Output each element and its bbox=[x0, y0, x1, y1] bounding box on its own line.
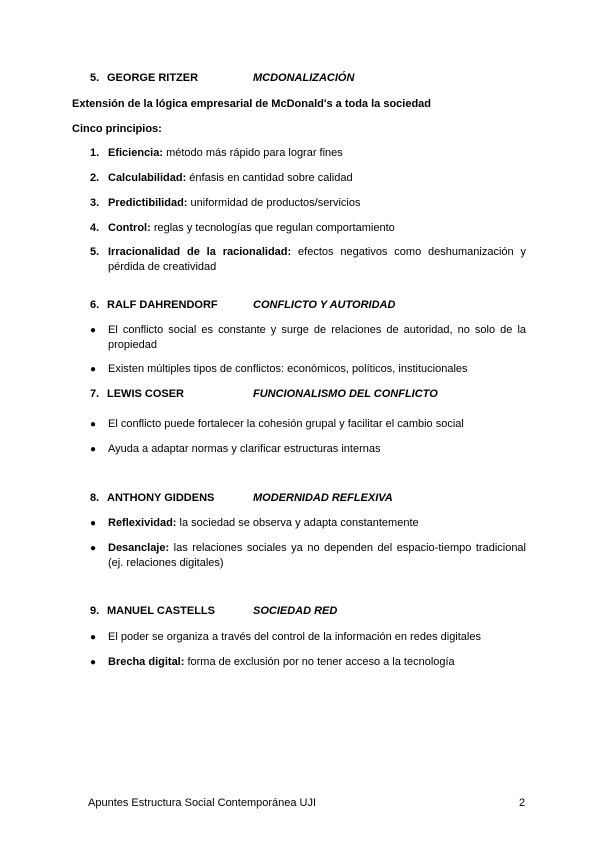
author-name: MANUEL CASTELLS bbox=[107, 605, 215, 617]
section-topic: MCDONALIZACIÓN bbox=[253, 72, 355, 84]
footer-title: Apuntes Estructura Social Contemporánea UJI bbox=[88, 797, 317, 809]
item-term: Calculabilidad: bbox=[108, 172, 187, 184]
list-item bbox=[90, 541, 526, 571]
item-text: la sociedad se observa y adapta constantemente bbox=[176, 517, 419, 529]
item-term: Predictibilidad: bbox=[108, 197, 188, 209]
list-item bbox=[90, 146, 526, 161]
item-text: Ayuda a adaptar normas y clarificar estructuras internas bbox=[108, 443, 381, 455]
item-content bbox=[108, 171, 526, 186]
section-number: 7. bbox=[90, 388, 100, 400]
author-name: RALF DAHRENDORF bbox=[107, 299, 218, 311]
item-text: forma de exclusión por no tener acceso a la tecnología bbox=[184, 656, 455, 668]
item-content bbox=[108, 541, 526, 571]
list-item bbox=[90, 442, 526, 457]
item-term: Reflexividad: bbox=[108, 517, 177, 529]
bullet-icon: ● bbox=[90, 364, 97, 375]
section-heading-dahrendorf bbox=[90, 299, 395, 311]
item-content bbox=[108, 516, 526, 531]
bullet-icon: ● bbox=[90, 444, 97, 455]
bullet-icon: ● bbox=[90, 325, 97, 336]
section-lead: Extensión de la lógica empresarial de McDonald's a toda la sociedad bbox=[72, 98, 432, 110]
item-text: reglas y tecnologías que regulan comportamiento bbox=[150, 222, 395, 234]
item-content bbox=[108, 221, 526, 236]
item-term: Irracionalidad de la racionalidad: bbox=[108, 246, 292, 258]
item-text: El poder se organiza a través del control de la información en redes digitales bbox=[108, 631, 481, 643]
item-text: efectos negativos como deshumanización y pérdida de creatividad bbox=[108, 246, 526, 273]
author-name: LEWIS COSER bbox=[107, 388, 185, 400]
list-item bbox=[90, 630, 526, 645]
section-heading-giddens bbox=[90, 492, 393, 504]
item-content bbox=[108, 323, 526, 353]
section-topic: CONFLICTO Y AUTORIDAD bbox=[253, 299, 396, 311]
section-heading-castells bbox=[90, 605, 337, 617]
item-content bbox=[108, 630, 526, 645]
item-text: El conflicto social es constante y surge de relaciones de autoridad, no solo de la propiedad bbox=[108, 324, 526, 351]
section-number: 8. bbox=[90, 492, 100, 504]
item-content bbox=[108, 442, 526, 457]
item-marker: 1. bbox=[90, 147, 100, 159]
item-term: Brecha digital: bbox=[108, 656, 185, 668]
item-marker: 4. bbox=[90, 222, 100, 234]
item-content bbox=[108, 245, 526, 275]
list-item bbox=[90, 655, 526, 670]
bullet-icon: ● bbox=[90, 632, 97, 643]
item-marker: 2. bbox=[90, 172, 100, 184]
section-number: 6. bbox=[90, 299, 100, 311]
section-heading-ritzer bbox=[90, 72, 354, 84]
item-text: Existen múltiples tipos de conflictos: económicos, políticos, institucionales bbox=[108, 363, 468, 375]
section-topic: MODERNIDAD REFLEXIVA bbox=[253, 492, 393, 504]
list-item bbox=[90, 196, 526, 211]
section-topic: FUNCIONALISMO DEL CONFLICTO bbox=[253, 388, 438, 400]
section-number: 5. bbox=[90, 72, 100, 84]
section-subhead: Cinco principios: bbox=[72, 123, 162, 135]
list-item bbox=[90, 171, 526, 186]
item-text: énfasis en cantidad sobre calidad bbox=[186, 172, 353, 184]
item-text: las relaciones sociales ya no dependen del espacio-tiempo tradicional (ej. relaciones digitales) bbox=[108, 542, 526, 569]
author-name: ANTHONY GIDDENS bbox=[107, 492, 215, 504]
author-name: GEORGE RITZER bbox=[107, 72, 199, 84]
list-item bbox=[90, 362, 526, 377]
item-text: método más rápido para lograr fines bbox=[163, 147, 343, 159]
list-item bbox=[90, 417, 526, 432]
item-term: Control: bbox=[108, 222, 151, 234]
list-item bbox=[90, 245, 526, 275]
item-marker: 5. bbox=[90, 246, 100, 258]
bullet-icon: ● bbox=[90, 657, 97, 668]
section-heading-coser bbox=[90, 388, 438, 400]
list-item bbox=[90, 221, 526, 236]
item-text: El conflicto puede fortalecer la cohesión grupal y facilitar el cambio social bbox=[108, 418, 464, 430]
bullet-icon: ● bbox=[90, 543, 97, 554]
section-topic: SOCIEDAD RED bbox=[253, 605, 338, 617]
list-item bbox=[90, 323, 526, 353]
page-number: 2 bbox=[519, 797, 526, 809]
item-marker: 3. bbox=[90, 197, 100, 209]
item-content bbox=[108, 417, 526, 432]
item-term: Desanclaje: bbox=[108, 542, 170, 554]
item-content bbox=[108, 146, 526, 161]
item-content bbox=[108, 655, 526, 670]
item-term: Eficiencia: bbox=[108, 147, 164, 159]
bullet-icon: ● bbox=[90, 518, 97, 529]
bullet-icon: ● bbox=[90, 419, 97, 430]
item-content bbox=[108, 362, 526, 377]
item-content bbox=[108, 196, 526, 211]
section-number: 9. bbox=[90, 605, 100, 617]
list-item bbox=[90, 516, 526, 531]
item-text: uniformidad de productos/servicios bbox=[187, 197, 361, 209]
